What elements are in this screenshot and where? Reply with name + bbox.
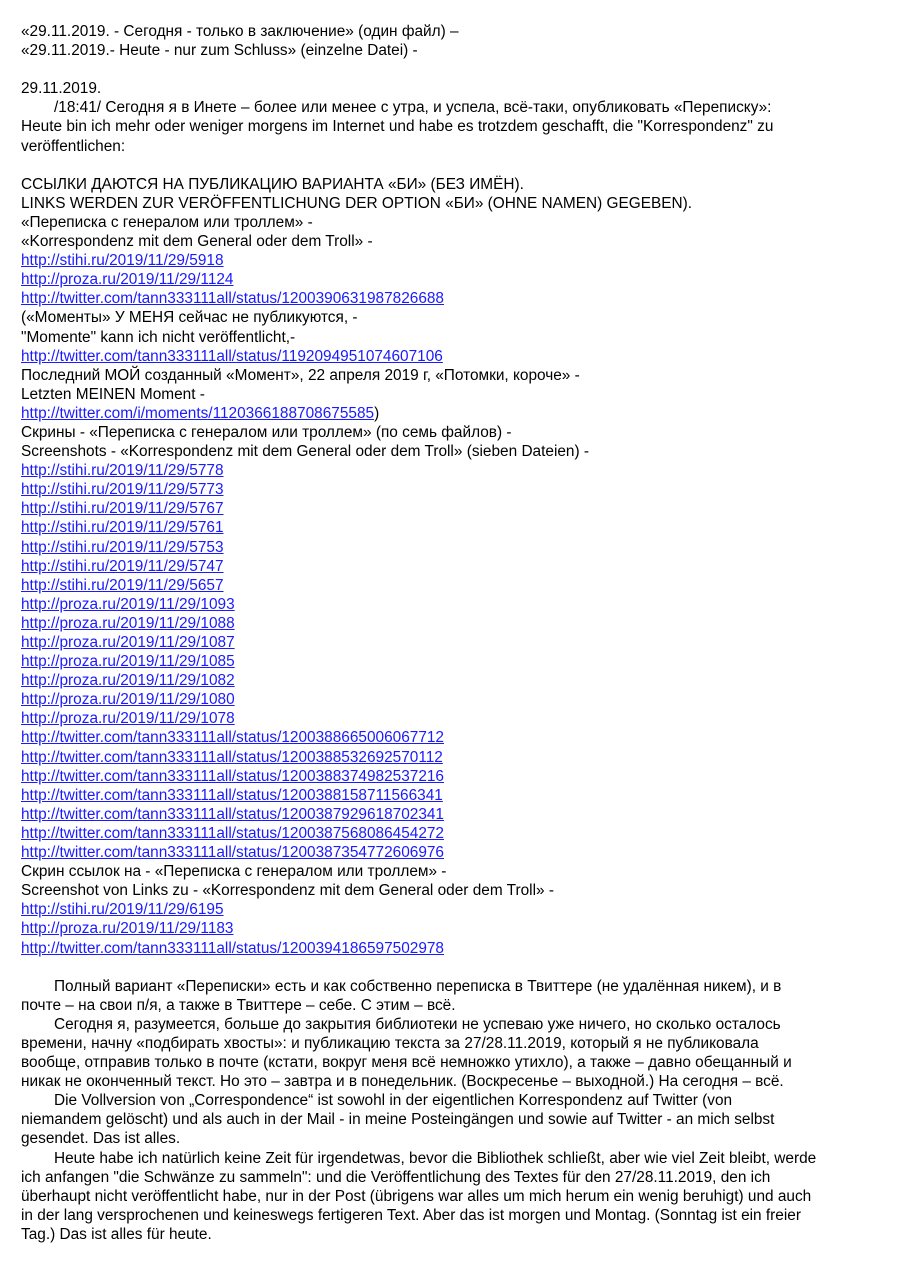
intro-de-line-1: Heute bin ich mehr oder weniger morgens im Internet und habe es trotzdem geschafft, die "Korrespondenz" zu [21,118,774,136]
paragraph-2-line-1: Сегодня я, разумеется, больше до закрытия библиотеки не успеваю уже ничего, но сколько осталось [54,1015,781,1033]
screenshot-link[interactable]: http://twitter.com/tann333111all/status/1200387568086454272 [21,824,444,842]
screen-of-links-link[interactable]: http://stihi.ru/2019/11/29/6195 [21,901,224,919]
links-heading-de: LINKS WERDEN ZUR VERÖFFENTLICHUNG DER OPTION «БИ» (OHNE NAMEN) GEGEBEN). [21,194,693,212]
publication-link[interactable]: http://twitter.com/tann333111all/status/1200390631987826688 [21,290,444,308]
intro-ru: /18:41/ Сегодня я в Инете – более или менее с утра, и успела, всё-таки, опубликовать «Переписку»: [54,99,772,117]
screenshot-link[interactable]: http://stihi.ru/2019/11/29/5773 [21,481,224,499]
screenshot-link[interactable]: http://stihi.ru/2019/11/29/5657 [21,576,224,594]
header-line-de: «29.11.2019.- Heute - nur zum Schluss» (einzelne Datei) - [21,42,418,60]
last-moment-de: Letzten MEINEN Moment - [21,385,205,403]
screenshot-link[interactable]: http://proza.ru/2019/11/29/1080 [21,691,235,709]
screenshot-link[interactable]: http://twitter.com/tann333111all/status/1200388374982537216 [21,767,444,785]
screenshot-link[interactable]: http://twitter.com/tann333111all/status/1200387929618702341 [21,805,444,823]
paragraph-2-line-3: вообще, отправив только в почте (кстати, вокруг меня всё немножко утихло), а также – давно обещанный и [21,1054,792,1072]
paragraph-3-line-1: Die Vollversion von „Correspondence“ ist sowohl in der eigentlichen Korrespondenz auf Twitter (von [54,1092,733,1110]
paragraph-1-line-2: почте – на свои п/я, а также в Твиттере – себе. С этим – всё. [21,996,456,1014]
publication-link[interactable]: http://proza.ru/2019/11/29/1124 [21,271,234,289]
screenshot-link[interactable]: http://proza.ru/2019/11/29/1082 [21,672,235,690]
screenshot-link[interactable]: http://stihi.ru/2019/11/29/5761 [21,519,224,537]
paragraph-4-line-3: überhaupt nicht veröffentlicht habe, nur in der Post (übrigens war alles um mich herum ein wenig beruhigt) und auch [21,1187,812,1205]
links-heading-ru: ССЫЛКИ ДАЮТСЯ НА ПУБЛИКАЦИЮ ВАРИАНТА «БИ» (БЕЗ ИМЁН). [21,175,524,193]
screenshot-link[interactable]: http://twitter.com/tann333111all/status/1200388665006067712 [21,729,444,747]
screenshot-link[interactable]: http://proza.ru/2019/11/29/1087 [21,634,235,651]
last-moment-link[interactable]: http://twitter.com/i/moments/1120366188708675585 [21,404,375,422]
entry-date: 29.11.2019. [21,80,102,98]
screenshot-link[interactable]: http://twitter.com/tann333111all/status/1200388158711566341 [21,786,443,804]
moments-link[interactable]: http://twitter.com/tann333111all/status/1192094951074607106 [21,347,443,365]
screenshot-link[interactable]: http://proza.ru/2019/11/29/1088 [21,614,235,632]
screens-title-ru: Скрины - «Переписка с генералом или троллем» (по семь файлов) - [21,423,512,441]
screenshot-link[interactable]: http://proza.ru/2019/11/29/1093 [21,595,235,613]
paragraph-4-line-4: in der lang versprochenen und keineswegs fertigeren Text. Aber das ist morgen und Montag. (Sonntag ist ein freier [21,1206,801,1224]
closing-paren: ) [374,404,380,422]
screenshot-link[interactable]: http://stihi.ru/2019/11/29/5778 [21,462,224,480]
moments-note-ru: («Моменты» У МЕНЯ сейчас не публикуются, - [21,309,358,327]
screenshot-link[interactable]: http://twitter.com/tann333111all/status/1200388532692570112 [21,748,443,766]
header-line-ru: «29.11.2019. - Сегодня - только в заключение» (один файл) – [21,23,459,40]
section-title-ru: «Переписка с генералом или троллем» - [21,213,313,231]
screens-title-de: Screenshots - «Korrespondenz mit dem General oder dem Troll» (sieben Dateien) - [21,443,590,461]
paragraph-4-line-1: Heute habe ich natürlich keine Zeit für irgendetwas, bevor die Bibliothek schließt, aber wie viel Zeit bleibt, werde [54,1149,817,1167]
screen-links-title-de: Screenshot von Links zu - «Korrespondenz mit dem General oder dem Troll» - [21,882,554,900]
screenshot-link[interactable]: http://proza.ru/2019/11/29/1085 [21,653,235,671]
paragraph-2-line-2: времени, начну «подбирать хвосты»: и публикацию текста за 27/28.11.2019, который я не публиковала [21,1034,759,1052]
screen-of-links-link[interactable]: http://proza.ru/2019/11/29/1183 [21,920,234,938]
paragraph-2-line-4: никак не оконченный текст. Но это – завтра и в понедельник. (Воскресенье – выходной.) На сегодня – всё. [21,1073,784,1091]
section-title-de: «Korrespondenz mit dem General oder dem Troll» - [21,233,373,251]
spacer [21,60,880,79]
paragraph-4-line-5: Tag.) Das ist alles für heute. [21,1225,212,1243]
paragraph-1-line-1: Полный вариант «Переписки» есть и как собственно переписка в Твиттере (не удалённая никем), и в [54,977,782,995]
paragraph-3-line-3: gesendet. Das ist alles. [21,1130,181,1148]
screenshot-link[interactable]: http://proza.ru/2019/11/29/1078 [21,710,235,728]
screenshot-link[interactable]: http://stihi.ru/2019/11/29/5767 [21,500,224,518]
spacer [21,958,880,977]
spacer [21,156,880,175]
screenshot-link[interactable]: http://stihi.ru/2019/11/29/5747 [21,557,224,575]
paragraph-4-line-2: ich anfangen "die Schwänze zu sammeln": und die Veröffentlichung des Textes für den 27/28.11.2019, den ich [21,1168,771,1186]
screen-of-links-link[interactable]: http://twitter.com/tann333111all/status/1200394186597502978 [21,939,444,957]
intro-de-line-2: veröffentlichen: [21,137,126,155]
screenshot-link[interactable]: http://twitter.com/tann333111all/status/1200387354772606976 [21,844,444,862]
paragraph-3-line-2: niemandem gelöscht) und als auch in der Mail - in meine Posteingängen und sowie auf Twitter - an mich selbst [21,1111,775,1129]
screen-links-title-ru: Скрин ссылок на - «Переписка с генералом или троллем» - [21,863,447,881]
last-moment-ru: Последний МОЙ созданный «Момент», 22 апреля 2019 г, «Потомки, короче» - [21,366,580,384]
moments-note-de: "Momente" kann ich nicht veröffentlicht,- [21,328,296,346]
screenshot-link[interactable]: http://stihi.ru/2019/11/29/5753 [21,538,224,556]
publication-link[interactable]: http://stihi.ru/2019/11/29/5918 [21,252,224,270]
